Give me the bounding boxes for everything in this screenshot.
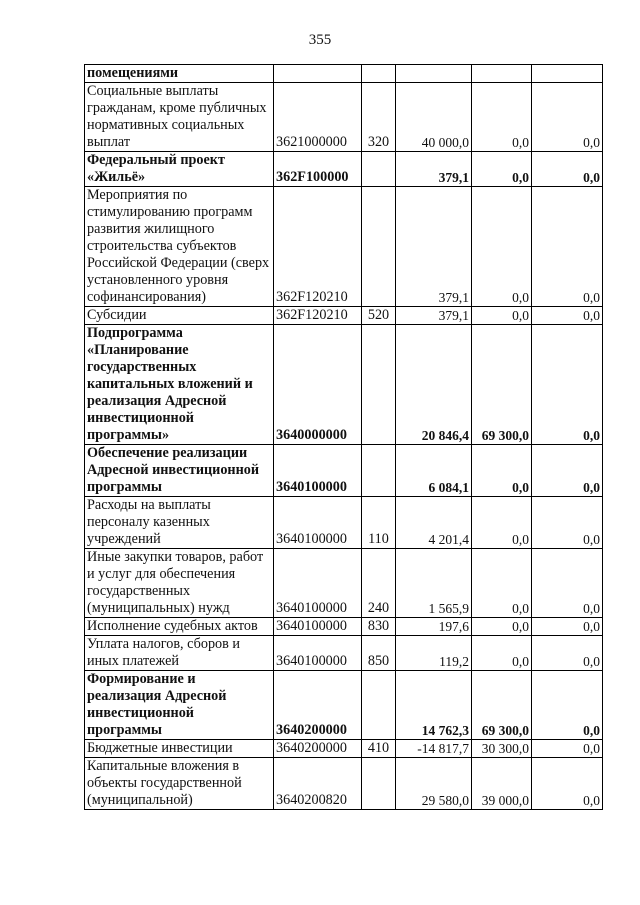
table-row bbox=[85, 83, 603, 152]
expense-type: 240 bbox=[362, 549, 396, 618]
amount-2: 0,0 bbox=[472, 618, 532, 636]
amount-2: 0,0 bbox=[472, 445, 532, 497]
page-number: 355 bbox=[308, 32, 332, 48]
expense-type bbox=[362, 325, 396, 445]
table-row bbox=[85, 325, 603, 445]
expense-type: 520 bbox=[362, 307, 396, 325]
amount-3: 0,0 bbox=[532, 445, 603, 497]
amount-3: 0,0 bbox=[532, 83, 603, 152]
target-code: 362F120210 bbox=[274, 187, 362, 307]
amount-3: 0,0 bbox=[532, 307, 603, 325]
amount-1: 20 846,4 bbox=[396, 325, 472, 445]
amount-3: 0,0 bbox=[532, 187, 603, 307]
amount-2: 0,0 bbox=[472, 497, 532, 549]
target-code: 3640100000 bbox=[274, 636, 362, 671]
target-code: 3640200000 bbox=[274, 671, 362, 740]
item-name: Субсидии bbox=[85, 307, 274, 325]
item-name: Иные закупки товаров, работ и услуг для обеспечения государственных (муниципальных) нужд bbox=[85, 549, 274, 618]
expense-type: 830 bbox=[362, 618, 396, 636]
amount-1: 4 201,4 bbox=[396, 497, 472, 549]
expense-type: 850 bbox=[362, 636, 396, 671]
item-name: Федеральный проект «Жильё» bbox=[85, 152, 274, 187]
amount-1: 1 565,9 bbox=[396, 549, 472, 618]
item-name: Уплата налогов, сборов и иных платежей bbox=[85, 636, 274, 671]
expense-type bbox=[362, 445, 396, 497]
table-row bbox=[85, 549, 603, 618]
amount-3: 0,0 bbox=[532, 758, 603, 810]
amount-3: 0,0 bbox=[532, 152, 603, 187]
target-code: 3640100000 bbox=[274, 497, 362, 549]
table-row bbox=[85, 671, 603, 740]
amount-3: 0,0 bbox=[532, 740, 603, 758]
amount-1: 14 762,3 bbox=[396, 671, 472, 740]
amount-1: 197,6 bbox=[396, 618, 472, 636]
amount-1: 119,2 bbox=[396, 636, 472, 671]
table-row bbox=[85, 307, 603, 325]
budget-table bbox=[84, 64, 603, 810]
expense-type: 110 bbox=[362, 497, 396, 549]
target-code: 3640200820 bbox=[274, 758, 362, 810]
table-row bbox=[85, 740, 603, 758]
target-code: 3640000000 bbox=[274, 325, 362, 445]
expense-type bbox=[362, 152, 396, 187]
target-code: 3640200000 bbox=[274, 740, 362, 758]
expense-type bbox=[362, 187, 396, 307]
target-code: 3640100000 bbox=[274, 549, 362, 618]
amount-2: 69 300,0 bbox=[472, 325, 532, 445]
item-name: Социальные выплаты гражданам, кроме публичных нормативных социальных выплат bbox=[85, 83, 274, 152]
target-code bbox=[274, 65, 362, 83]
amount-3: 0,0 bbox=[532, 671, 603, 740]
item-name: Бюджетные инвестиции bbox=[85, 740, 274, 758]
item-name: Расходы на выплаты персоналу казенных учреждений bbox=[85, 497, 274, 549]
amount-3: 0,0 bbox=[532, 325, 603, 445]
amount-1: 379,1 bbox=[396, 152, 472, 187]
expense-type: 410 bbox=[362, 740, 396, 758]
amount-1: 40 000,0 bbox=[396, 83, 472, 152]
item-name: помещениями bbox=[85, 65, 274, 83]
expense-type bbox=[362, 671, 396, 740]
amount-1: 379,1 bbox=[396, 307, 472, 325]
table-row bbox=[85, 618, 603, 636]
target-code: 3640100000 bbox=[274, 445, 362, 497]
target-code: 362F100000 bbox=[274, 152, 362, 187]
amount-2: 69 300,0 bbox=[472, 671, 532, 740]
table-row bbox=[85, 152, 603, 187]
amount-2: 0,0 bbox=[472, 549, 532, 618]
table-row bbox=[85, 497, 603, 549]
amount-3 bbox=[532, 65, 603, 83]
target-code: 3621000000 bbox=[274, 83, 362, 152]
amount-2: 0,0 bbox=[472, 307, 532, 325]
amount-3: 0,0 bbox=[532, 549, 603, 618]
item-name: Исполнение судебных актов bbox=[85, 618, 274, 636]
amount-2: 30 300,0 bbox=[472, 740, 532, 758]
amount-1: 29 580,0 bbox=[396, 758, 472, 810]
expense-type: 320 bbox=[362, 83, 396, 152]
table-row bbox=[85, 445, 603, 497]
amount-2: 0,0 bbox=[472, 636, 532, 671]
item-name: Формирование и реализация Адресной инвестиционной программы bbox=[85, 671, 274, 740]
table-row bbox=[85, 636, 603, 671]
item-name: Капитальные вложения в объекты государственной (муниципальной) bbox=[85, 758, 274, 810]
item-name: Обеспечение реализации Адресной инвестиционной программы bbox=[85, 445, 274, 497]
amount-1 bbox=[396, 65, 472, 83]
amount-1: 379,1 bbox=[396, 187, 472, 307]
target-code: 362F120210 bbox=[274, 307, 362, 325]
amount-2: 39 000,0 bbox=[472, 758, 532, 810]
table-row bbox=[85, 65, 603, 83]
target-code: 3640100000 bbox=[274, 618, 362, 636]
amount-2 bbox=[472, 65, 532, 83]
amount-2: 0,0 bbox=[472, 83, 532, 152]
expense-type bbox=[362, 65, 396, 83]
amount-1: -14 817,7 bbox=[396, 740, 472, 758]
amount-1: 6 084,1 bbox=[396, 445, 472, 497]
amount-3: 0,0 bbox=[532, 497, 603, 549]
expense-type bbox=[362, 758, 396, 810]
table-row bbox=[85, 758, 603, 810]
amount-2: 0,0 bbox=[472, 187, 532, 307]
table-row bbox=[85, 187, 603, 307]
amount-3: 0,0 bbox=[532, 618, 603, 636]
item-name: Мероприятия по стимулированию программ развития жилищного строительства субъектов Российской Федерации (сверх установленного уровня софинансирования) bbox=[85, 187, 274, 307]
amount-2: 0,0 bbox=[472, 152, 532, 187]
amount-3: 0,0 bbox=[532, 636, 603, 671]
item-name: Подпрограмма «Планирование государственных капитальных вложений и реализация Адресной инвестиционной программы» bbox=[85, 325, 274, 445]
